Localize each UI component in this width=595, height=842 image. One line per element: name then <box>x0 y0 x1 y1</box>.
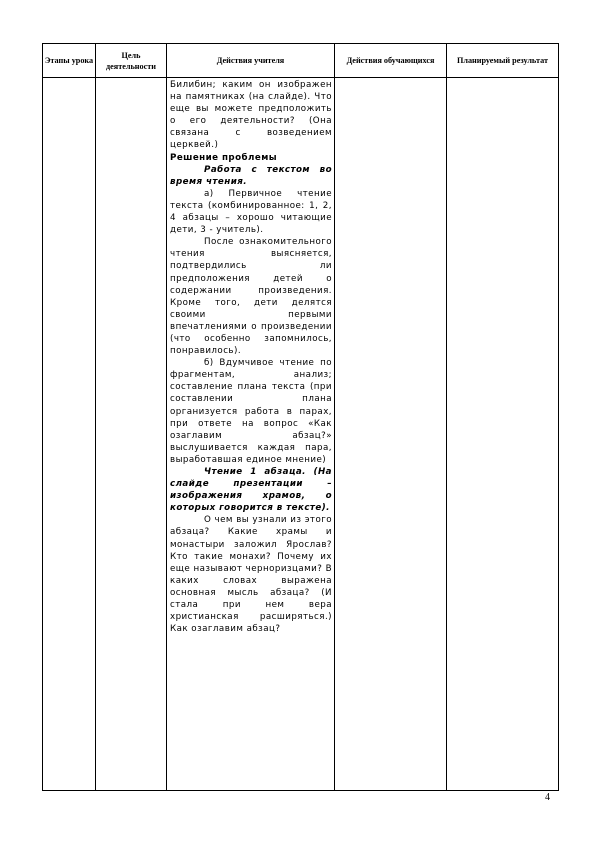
page-number: 4 <box>545 792 550 803</box>
header-row <box>43 44 559 78</box>
paragraph-questions: О чем вы узнали из этого абзаца? Какие храмы и монастыри заложил Ярослав? Кто такие монахи? Почему их еще называют черноризцами? В каких словах выражена основная мысль абзаца? (И стала при нем вера христианская расширяться.) Как озаглавим абзац? <box>170 515 332 635</box>
paragraph-text-work-heading: Работа с текстом во время чтения. <box>170 164 332 187</box>
header-goal: Цель деятельности <box>96 44 167 78</box>
paragraph-thoughtful-reading: б) Вдумчивое чтение по фрагментам, анализ; составление плана текста (при составлении плана организуется работа в парах, при ответе на вопрос «Как озаглавим абзац?» выслушивается каждая пара, выработавшая единое мнение) <box>170 358 332 465</box>
student-actions-cell <box>335 78 447 791</box>
header-teacher-actions: Действия учителя <box>167 44 335 78</box>
content-row <box>43 78 559 791</box>
lesson-plan-table <box>42 43 559 791</box>
teacher-actions-cell <box>167 78 335 791</box>
stages-cell <box>43 78 96 791</box>
header-stages: Этапы урока <box>43 44 96 78</box>
paragraph-after-reading: После ознакомительного чтения выясняется, подтвердились ли предположения детей о содержании произведения. Кроме того, дети делятся своими первыми впечатлениями о произведении (что особенно запомнилось, понравилось). <box>170 237 332 357</box>
header-planned-result: Планируемый результат <box>447 44 559 78</box>
paragraph-first-reading: а) Первичное чтение текста (комбинированное: 1, 2, 4 абзацы – хорошо читающие дети, 3 - учитель). <box>170 188 332 236</box>
header-student-actions: Действия обучающихся <box>335 44 447 78</box>
paragraph-intro: Билибин; каким он изображен на памятниках (на слайде). Что еще вы можете предположить о его деятельности? (Она связана с возведением церквей.) <box>170 80 332 151</box>
goal-cell <box>96 78 167 791</box>
paragraph-problem-heading: Решение проблемы <box>170 152 278 163</box>
paragraph-reading-first-abzac: Чтение 1 абзаца. (На слайде презентации – изображения храмов, о которых говорится в тексте). <box>170 467 332 514</box>
planned-result-cell <box>447 78 559 791</box>
